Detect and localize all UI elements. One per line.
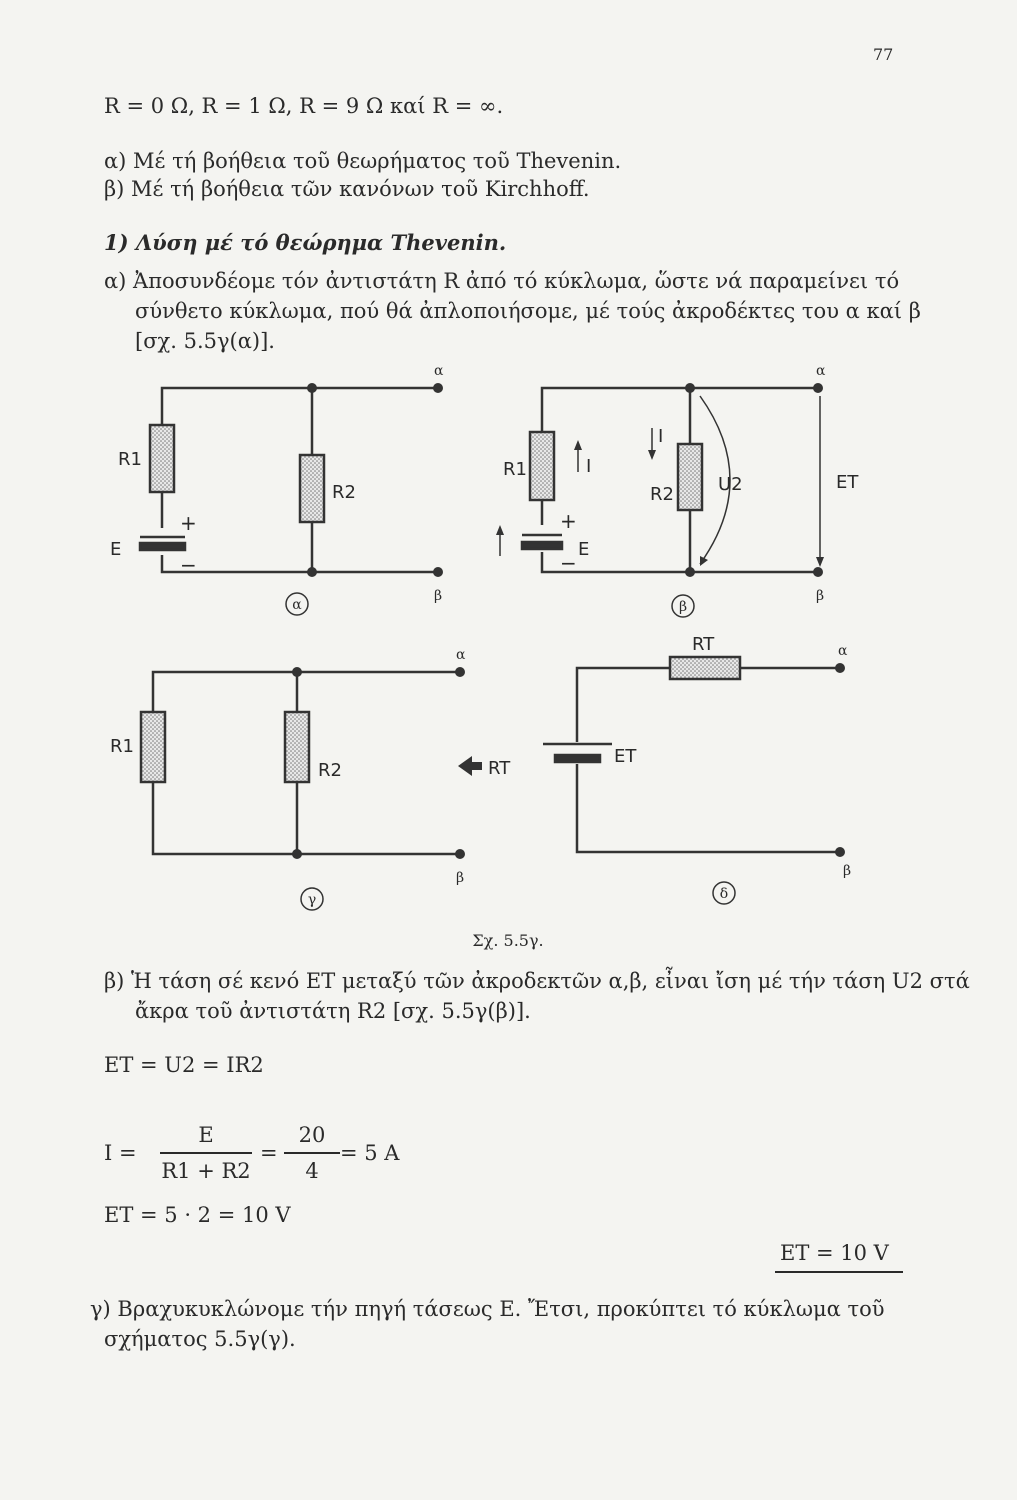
eq2-result: = 5 A xyxy=(340,1141,400,1165)
label-r1-b: R1 xyxy=(503,459,527,480)
label-et-d: ET xyxy=(614,746,637,767)
resistor-r1-b xyxy=(530,432,554,500)
panel-c-label: γ xyxy=(307,892,317,908)
terminal-a-a: α xyxy=(434,363,444,379)
plus-a: + xyxy=(180,511,197,535)
terminal-a-d: α xyxy=(838,643,848,659)
resistor-r1-c xyxy=(141,712,165,782)
para-b-line2: ἄκρα τοῦ ἀντιστάτη R2 [σχ. 5.5γ(β)]. xyxy=(135,999,531,1023)
resistor-rt xyxy=(670,657,740,679)
label-r2-b: R2 xyxy=(650,484,674,505)
para-b-line1: β) Ἡ τάση σέ κενό ET μεταξύ τῶν ἀκροδεκτῶν α,β, εἶναι ἴση μέ τήν τάση U2 στά xyxy=(104,969,970,993)
plus-b: + xyxy=(560,509,577,533)
boxed-result: ET = 10 V xyxy=(780,1241,889,1265)
panel-c xyxy=(141,672,460,854)
para-a-line3: [σχ. 5.5γ(α)]. xyxy=(135,329,275,353)
panel-d xyxy=(543,657,840,852)
label-rt-d: RT xyxy=(692,634,715,655)
panel-b xyxy=(522,388,818,572)
label-u2: U2 xyxy=(718,474,743,495)
method-a: α) Μέ τή βοήθεια τοῦ θεωρήματος τοῦ Thevenin. xyxy=(104,149,622,173)
arrow-left-icon xyxy=(458,756,472,776)
fraction-2-numerator: 20 xyxy=(298,1123,326,1147)
label-r2-a: R2 xyxy=(332,482,356,503)
terminal-b-a: β xyxy=(434,588,443,604)
eq2-lhs: I = xyxy=(104,1141,137,1165)
equation-1: ET = U2 = IR2 xyxy=(104,1053,264,1077)
section-heading: 1) Λύση μέ τό θεώρημα Thevenin. xyxy=(104,230,507,255)
eq2-equals: = xyxy=(260,1141,278,1165)
equation-3: ET = 5 · 2 = 10 V xyxy=(104,1203,291,1227)
minus-b: − xyxy=(560,551,577,575)
figure-5-5g xyxy=(0,360,1017,960)
intro-line: R = 0 Ω, R = 1 Ω, R = 9 Ω καί R = ∞. xyxy=(104,94,504,118)
panel-d-label: δ xyxy=(719,886,729,902)
label-et-b: ET xyxy=(836,472,859,493)
figure-caption: Σχ. 5.5γ. xyxy=(472,931,544,950)
terminal-b-d: β xyxy=(843,863,852,879)
label-current-2: I xyxy=(658,426,664,447)
label-e-b: E xyxy=(578,539,590,560)
label-r1-a: R1 xyxy=(118,449,142,470)
label-current-1: I xyxy=(586,456,592,477)
terminal-b-c: β xyxy=(456,870,465,886)
fraction-2-denominator: 4 xyxy=(305,1158,319,1183)
resistor-r1 xyxy=(150,425,174,492)
terminal-a-b: α xyxy=(816,363,826,379)
fraction-1-numerator: E xyxy=(198,1123,214,1147)
panel-a xyxy=(140,388,438,572)
fraction-1 xyxy=(160,1122,252,1184)
fraction-2 xyxy=(284,1122,340,1184)
resistor-r2-c xyxy=(285,712,309,782)
panel-a-label: α xyxy=(292,597,302,613)
label-e-a: E xyxy=(110,539,122,560)
label-r2-c: R2 xyxy=(318,760,342,781)
para-a-line2: σύνθετο κύκλωμα, πού θά ἀπλοποιήσομε, μέ τούς ἀκροδέκτες του α καί β xyxy=(135,299,921,323)
terminal-a-c: α xyxy=(456,647,466,663)
fraction-1-denominator: R1 + R2 xyxy=(161,1158,251,1183)
minus-a: − xyxy=(180,553,197,577)
para-c-line2: σχήματος 5.5γ(γ). xyxy=(104,1327,296,1351)
resistor-r2 xyxy=(300,455,324,522)
label-r1-c: R1 xyxy=(110,736,134,757)
terminal-b-b: β xyxy=(816,588,825,604)
result-underline xyxy=(775,1271,903,1273)
page-number: 77 xyxy=(873,45,894,64)
label-rt-arrow: RT xyxy=(488,758,511,779)
para-c-line1: γ) Βραχυκυκλώνομε τήν πηγή τάσεως Ε. Ἔτσι, προκύπτει τό κύκλωμα τοῦ xyxy=(90,1297,885,1321)
panel-b-label: β xyxy=(678,599,688,615)
para-a-line1: α) Ἀποσυνδέομε τόν ἀντιστάτη R ἀπό τό κύκλωμα, ὥστε νά παραμείνει τό xyxy=(104,269,900,293)
method-b: β) Μέ τή βοήθεια τῶν κανόνων τοῦ Kirchhoff. xyxy=(104,177,590,201)
resistor-r2-b xyxy=(678,444,702,510)
